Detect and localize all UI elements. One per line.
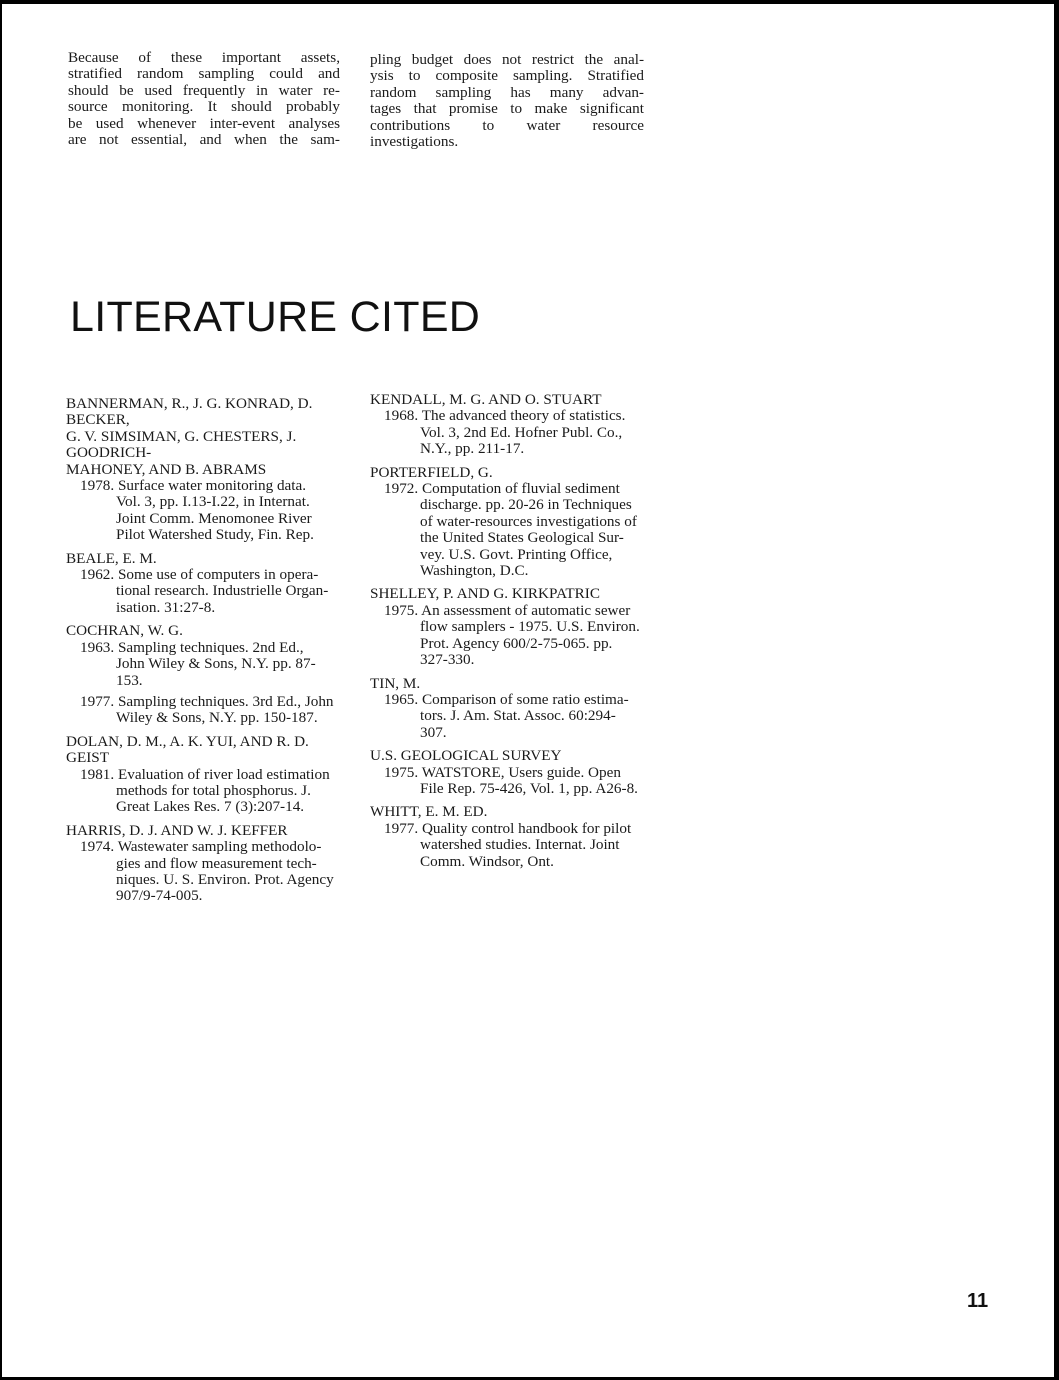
intro-paragraph-left — [68, 50, 340, 148]
reference-line: Washington, D.C. — [420, 562, 529, 580]
reference-group — [66, 734, 346, 816]
text-line: source monitoring. It should probably — [68, 98, 340, 116]
reference-author: U.S. GEOLOGICAL SURVEY — [370, 747, 562, 765]
reference-author: DOLAN, D. M., A. K. YUI, AND R. D. GEIST — [66, 732, 309, 767]
reference-line: 327-330. — [420, 651, 475, 669]
reference-line: methods for total phosphorus. J. — [116, 781, 311, 799]
reference-line: isation. 31:27-8. — [116, 598, 216, 616]
reference-author: PORTERFIELD, G. — [370, 463, 493, 481]
reference-entry — [66, 567, 346, 616]
text-line: investigations. — [370, 132, 459, 150]
reference-line: 1963. Sampling techniques. 2nd Ed., — [80, 638, 304, 656]
reference-line: Wiley & Sons, N.Y. pp. 150-187. — [116, 709, 318, 727]
reference-line: John Wiley & Sons, N.Y. pp. 87- — [116, 655, 316, 673]
reference-entry — [370, 481, 642, 579]
intro-paragraph-right — [370, 52, 644, 150]
reference-entry — [370, 408, 642, 457]
reference-line: Prot. Agency 600/2-75-065. pp. — [420, 634, 613, 652]
reference-entry — [66, 767, 346, 816]
reference-line: 1974. Wastewater sampling methodolo- — [80, 838, 322, 856]
reference-line: 1978. Surface water monitoring data. — [80, 477, 307, 495]
reference-line: N.Y., pp. 211-17. — [420, 440, 525, 458]
document-page — [2, 4, 1054, 1377]
reference-line: File Rep. 75-426, Vol. 1, pp. A26-8. — [420, 779, 638, 797]
reference-line: Vol. 3, pp. I.13-I.22, in Internat. — [116, 493, 310, 511]
reference-line: gies and flow measurement tech- — [116, 854, 317, 872]
text-line: contributions to water resource — [370, 116, 644, 134]
reference-entry — [370, 765, 642, 798]
reference-author: COCHRAN, W. G. — [66, 622, 183, 640]
text-line: random sampling has many advan- — [370, 83, 644, 101]
section-heading: LITERATURE CITED — [70, 293, 481, 341]
references-column-right — [370, 392, 642, 877]
text-line: pling budget does not restrict the anal- — [370, 51, 644, 68]
text-line: tages that promise to make significant — [370, 100, 644, 118]
reference-entry — [370, 692, 642, 741]
reference-author: HARRIS, D. J. AND W. J. KEFFER — [66, 821, 288, 839]
reference-group — [370, 586, 642, 668]
reference-line: 1977. Quality control handbook for pilot — [384, 819, 632, 837]
reference-group — [66, 823, 346, 905]
reference-line: Great Lakes Res. 7 (3):207-14. — [116, 798, 305, 816]
reference-line: vey. U.S. Govt. Printing Office, — [420, 545, 613, 563]
reference-entry — [66, 640, 346, 689]
reference-line: Comm. Windsor, Ont. — [420, 852, 554, 870]
reference-line: Pilot Watershed Study, Fin. Rep. — [116, 526, 314, 544]
text-line: should be used frequently in water re- — [68, 81, 340, 99]
reference-line: 153. — [116, 671, 143, 689]
reference-group — [370, 465, 642, 580]
reference-line: flow samplers - 1975. U.S. Environ. — [420, 618, 640, 636]
reference-entry — [66, 694, 346, 727]
reference-group — [370, 392, 642, 458]
references-column-left — [66, 396, 346, 912]
reference-line: tional research. Industrielle Organ- — [116, 582, 329, 600]
reference-group — [370, 676, 642, 742]
reference-line: Vol. 3, 2nd Ed. Hofner Publ. Co., — [420, 423, 623, 441]
reference-line: 1965. Comparison of some ratio estima- — [384, 690, 629, 708]
reference-line: Joint Comm. Menomonee River — [116, 509, 312, 527]
reference-author: G. V. SIMSIMAN, G. CHESTERS, J. GOODRICH- — [66, 427, 297, 462]
reference-author: TIN, M. — [370, 674, 421, 692]
reference-author: WHITT, E. M. ED. — [370, 803, 488, 821]
text-line: ysis to composite sampling. Stratified — [370, 67, 644, 85]
reference-line: 1981. Evaluation of river load estimation — [80, 765, 330, 783]
reference-line: tors. J. Am. Stat. Assoc. 60:294-307. — [420, 707, 616, 741]
reference-line: the United States Geological Sur- — [420, 529, 624, 547]
reference-group — [66, 623, 346, 726]
reference-entry — [370, 603, 642, 669]
reference-line: 907/9-74-005. — [116, 887, 203, 905]
reference-line: 1975. WATSTORE, Users guide. Open — [384, 763, 621, 781]
reference-line: 1968. The advanced theory of statistics. — [384, 407, 626, 425]
reference-entry — [66, 478, 346, 544]
reference-line: niques. U. S. Environ. Prot. Agency — [116, 870, 334, 888]
reference-line: discharge. pp. 20-26 in Techniques — [420, 496, 632, 514]
text-line: are not essential, and when the sam- — [68, 130, 340, 148]
reference-line: 1962. Some use of computers in opera- — [80, 566, 319, 584]
reference-author: SHELLEY, P. AND G. KIRKPATRIC — [370, 585, 600, 603]
reference-author: MAHONEY, AND B. ABRAMS — [66, 460, 267, 478]
reference-line: 1977. Sampling techniques. 3rd Ed., John — [80, 692, 334, 710]
reference-entry — [370, 821, 642, 870]
reference-author: BANNERMAN, R., J. G. KONRAD, D. BECKER, — [66, 395, 313, 429]
reference-author: KENDALL, M. G. AND O. STUART — [370, 391, 602, 408]
reference-group — [66, 396, 346, 544]
reference-group — [370, 804, 642, 870]
reference-author: BEALE, E. M. — [66, 549, 157, 567]
reference-line: 1972. Computation of fluvial sediment — [384, 480, 620, 498]
page-number: 11 — [967, 1290, 989, 1312]
reference-entry — [66, 839, 346, 905]
reference-line: 1975. An assessment of automatic sewer — [384, 601, 631, 619]
text-line: Because of these important assets, — [68, 49, 340, 66]
text-line: be used whenever inter-event analyses — [68, 114, 340, 132]
reference-line: watershed studies. Internat. Joint — [420, 836, 620, 854]
reference-group — [370, 748, 642, 797]
reference-group — [66, 551, 346, 617]
text-line: stratified random sampling could and — [68, 65, 340, 83]
reference-line: of water-resources investigations of — [420, 512, 637, 530]
